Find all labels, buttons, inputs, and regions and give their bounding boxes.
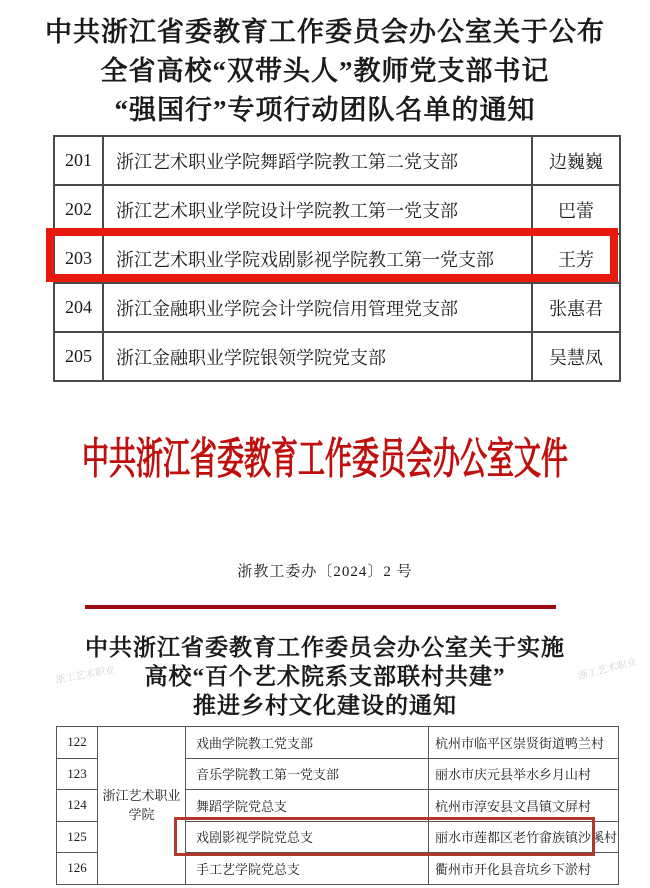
college-name [98, 727, 186, 885]
notice2-title-line1: 中共浙江省委教育工作委员会办公室关于实施 [85, 635, 565, 660]
notice1-title-line1: 中共浙江省委教育工作委员会办公室关于公布 [45, 17, 605, 47]
table-row [54, 185, 620, 234]
notice1-title [0, 13, 650, 130]
branch-name: 浙江艺术职业学院戏剧影视学院教工第一党支部 [103, 234, 532, 283]
row-number: 203 [54, 234, 103, 283]
secretary-name: 边巍巍 [532, 136, 620, 185]
watermark-left: 浙工艺术职业 [54, 664, 116, 687]
village-name: 丽水市庆元县举水乡月山村 [429, 758, 619, 790]
secretary-name: 巴蕾 [532, 185, 620, 234]
secretary-name: 张惠君 [532, 283, 620, 332]
highlight-box-row-203 [46, 228, 618, 282]
letterhead-banner: 中共浙江省委教育工作委员会办公室文件 [82, 435, 568, 484]
village-name: 丽水市莲都区老竹畲族镇沙溪村 [429, 821, 619, 853]
red-divider-line [85, 605, 556, 609]
watermark-right: 浙工艺术职业 [577, 656, 638, 683]
notice2-title-line2: 高校“百个艺术院系支部联村共建” [144, 664, 506, 689]
branch-name: 音乐学院教工第一党支部 [186, 758, 429, 790]
row-number: 201 [54, 136, 103, 185]
table-row [54, 283, 620, 332]
branch-name: 浙江艺术职业学院舞蹈学院教工第二党支部 [103, 136, 532, 185]
notice1-title-line2: 全省高校“双带头人”教师党支部书记 [100, 56, 550, 86]
row-number: 205 [54, 332, 103, 381]
row-number: 122 [57, 727, 98, 759]
branch-name: 浙江艺术职业学院设计学院教工第一党支部 [103, 185, 532, 234]
branch-name: 舞蹈学院党总支 [186, 790, 429, 822]
notice2-title-line3: 推进乡村文化建设的通知 [193, 693, 457, 718]
college-name-line1: 浙江艺术职业 [102, 788, 181, 804]
highlight-box-row-125 [174, 817, 595, 856]
row-number: 123 [57, 758, 98, 790]
secretary-name: 王芳 [532, 234, 620, 283]
branch-name: 戏剧影视学院党总支 [186, 821, 429, 853]
table-row [57, 727, 619, 759]
row-number: 204 [54, 283, 103, 332]
table-row [54, 332, 620, 381]
branch-name: 浙江金融职业学院会计学院信用管理党支部 [103, 283, 532, 332]
branch-name: 浙江金融职业学院银领学院党支部 [103, 332, 532, 381]
village-name: 杭州市临平区崇贤街道鸭兰村 [429, 727, 619, 759]
row-number: 126 [57, 853, 98, 885]
branch-name: 手工艺学院党总支 [186, 853, 429, 885]
notice1-title-line3: “强国行”专项行动团队名单的通知 [114, 95, 536, 125]
college-name-line2: 学院 [128, 807, 155, 823]
row-number: 125 [57, 821, 98, 853]
document-number: 浙教工委办〔2024〕2 号 [237, 564, 413, 580]
row-number: 202 [54, 185, 103, 234]
village-pairing-table [56, 726, 619, 885]
secretary-name: 吴慧凤 [532, 332, 620, 381]
row-number: 124 [57, 790, 98, 822]
village-name: 杭州市淳安县文昌镇文屏村 [429, 790, 619, 822]
village-name: 衢州市开化县音坑乡下淤村 [429, 853, 619, 885]
table-row [54, 136, 620, 185]
branch-name: 戏曲学院教工党支部 [186, 727, 429, 759]
